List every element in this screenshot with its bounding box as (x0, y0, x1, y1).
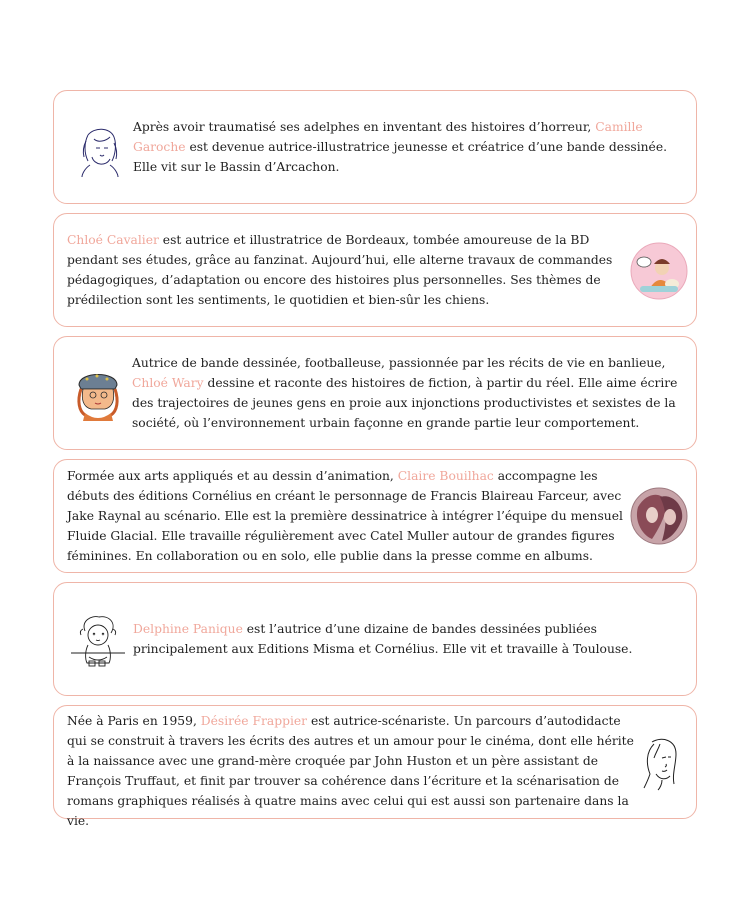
author-name-link[interactable]: Camille Garoche (133, 120, 643, 154)
author-card-delphine-panique (53, 582, 697, 696)
author-card-chloe-wary (53, 336, 697, 450)
author-bio-text: Autrice de bande dessinée, footballeuse, passionnée par les récits de vie en banlieue, Chloé Wary dessine et raconte des histoires de fiction, à partir du réel. Elle aime écrire des trajectoires de jeunes gens en proie aux injonctions productivistes et sexistes de la société, où l’environnement urbain façonne en grande partie leur comportement. (132, 356, 678, 430)
chloe-cavalier-avatar-icon (630, 242, 688, 300)
claire-bouilhac-avatar-icon (630, 487, 688, 545)
author-name-link[interactable]: Delphine Panique (133, 622, 243, 636)
author-name-link[interactable]: Désirée Frappier (200, 714, 308, 728)
author-card-desiree-frappier (53, 705, 697, 828)
author-bio-text: Delphine Panique est l’autrice d’une dizaine de bandes dessinées publiées principalement aux Editions Misma et Cornélius. Elle vit et travaille à Toulouse. (133, 622, 633, 656)
author-name-link[interactable]: Claire Bouilhac (397, 469, 494, 483)
author-card-claire-bouilhac (53, 459, 697, 573)
camille-portrait-icon (70, 121, 128, 179)
author-card-chloe-cavalier (53, 213, 697, 327)
author-bio-text: Après avoir traumatisé ses adelphes en inventant des histoires d’horreur, Camille Garoche est devenue autrice-illustratrice jeunesse et créatrice d’une bande dessinée. Elle vit sur le Bassin d’Arcachon. (133, 120, 668, 174)
chloe-wary-avatar-icon (69, 363, 127, 421)
author-name-link[interactable]: Chloé Wary (132, 376, 204, 390)
desiree-frappier-sketch-icon (632, 734, 690, 792)
author-bio-text: Chloé Cavalier est autrice et illustratrice de Bordeaux, tombée amoureuse de la BD pendant ses études, grâce au fanzinat. Aujourd’hui, elle alterne travaux de commandes pédagogiques, d’adaptation ou encore des histoires plus personnelles. Ses thèmes de prédilection sont les sentiments, le quotidien et bien-sûr les chiens. (67, 233, 613, 307)
author-bio-text: Née à Paris en 1959, Désirée Frappier est autrice-scénariste. Un parcours d’autodidacte qui se construit à travers les écrits des autres et un amour pour le cinéma, dont elle hérite à la naissance avec une grand-mère croquée par John Huston et un père assistant de François Truffaut, et finit par trouver sa cohérence dans l’écriture et la scénarisation de romans graphiques réalisés à quatre mains avec celui qui est aussi son partenaire dans la vie. (67, 714, 634, 828)
delphine-panique-sketch-icon (69, 611, 127, 669)
author-name-link[interactable]: Chloé Cavalier (67, 233, 159, 247)
author-card-camille-garoche (53, 90, 697, 204)
author-bio-text: Formée aux arts appliqués et au dessin d’animation, Claire Bouilhac accompagne les débuts des éditions Cornélius en créant le personnage de Francis Blaireau Farceur, avec Jake Raynal au scénario. Elle est la première dessinatrice à intégrer l’équipe du mensuel Fluide Glacial. Elle travaille régulièrement avec Catel Muller autour de grandes figures féminines. En collaboration ou en solo, elle publie dans la presse comme en albums. (67, 469, 623, 563)
